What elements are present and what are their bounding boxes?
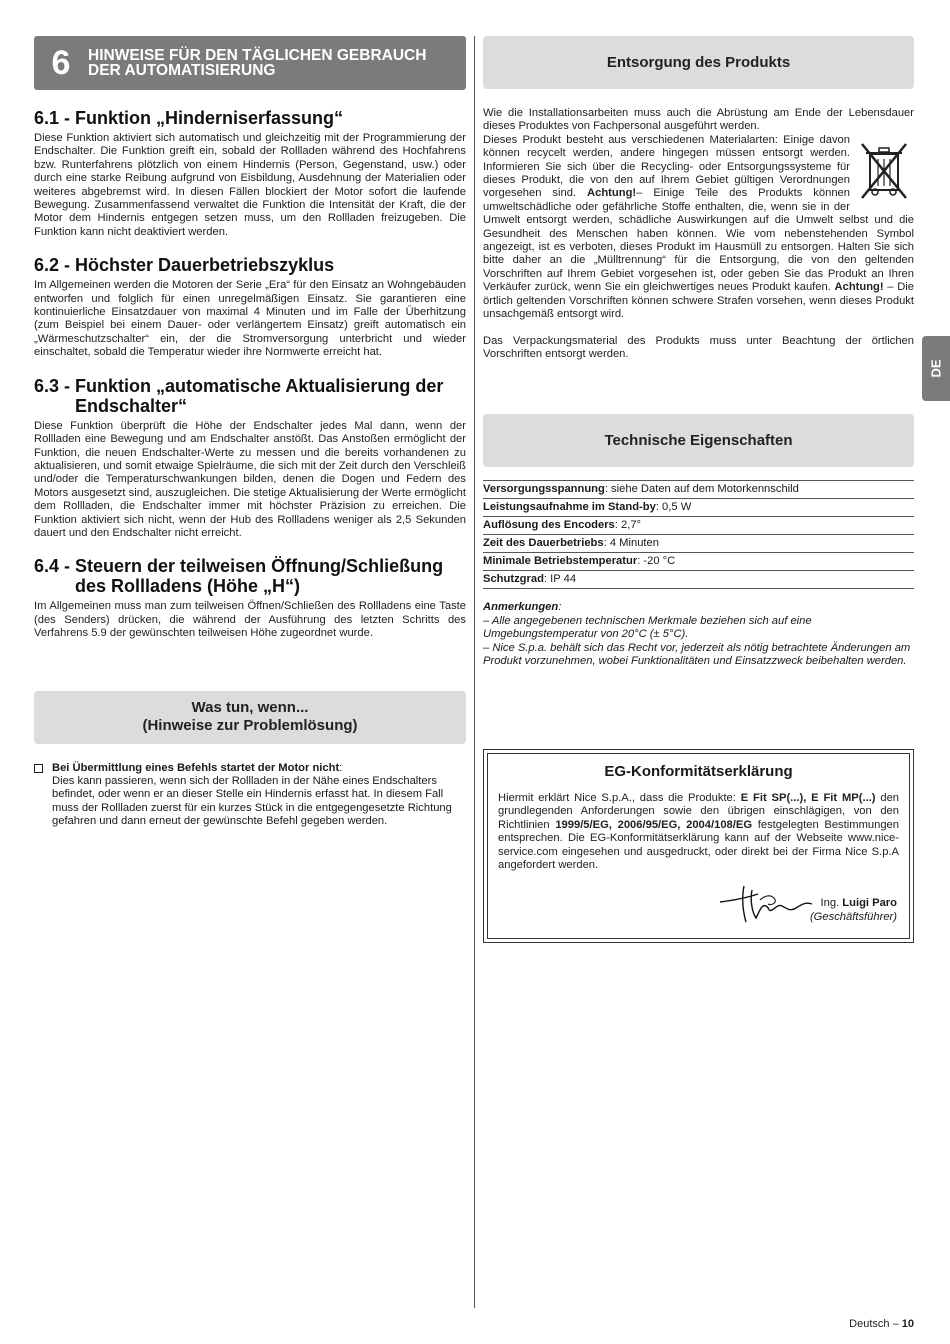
- troubleshooting-item: Bei Übermittlung eines Befehls startet der Motor nicht: Dies kann passieren, wenn sich der Rollladen in der Nähe eines Endschalters befindet, oder wenn er an dieser Stelle ein Hindernis erfasst hat. In diesem Fall muss der Rollladen zuerst für ein kurzes Stück in die entgegengesetzte Richtung gefahren und dann erneut der gewünschte Befehl gegeben werden.: [34, 762, 466, 829]
- specs-notes: Anmerkungen: – Alle angegebenen technischen Merkmale beziehen sich auf eine Umgebungstemperatur von 20°C (± 5°C). – Nice S.p.a. behält sich das Recht vor, jederzeit als nötig betrachtete Änderungen am Produkt vorzunehmen, wobei Funktionalitäten und Einsatzzweck beibehalten werden.: [483, 601, 914, 668]
- spec-value: : -20 °C: [637, 555, 676, 568]
- signatory: Ing. Luigi Paro (Geschäftsführer): [809, 897, 897, 923]
- disposal-heading: Entsorgung des Produkts: [483, 36, 914, 89]
- section-6-4-title: 6.4 - Steuern der teilweisen Öffnung/Schließung des Rollladens (Höhe „H“): [34, 556, 444, 597]
- troubleshooting-item-title: Bei Übermittlung eines Befehls startet der Motor nicht: [52, 761, 340, 774]
- spec-row: [483, 535, 914, 553]
- page-footer: Deutsch – 10: [849, 1318, 914, 1330]
- signer-role: (Geschäftsführer): [809, 911, 897, 923]
- spec-label: Schutzgrad: [483, 573, 544, 586]
- chapter-number: 6: [51, 43, 71, 82]
- spec-label: Versorgungsspannung: [483, 483, 605, 496]
- spec-value: : 2,7°: [614, 519, 642, 532]
- spec-label: Leistungsaufnahme im Stand-by: [483, 501, 656, 514]
- troubleshooting-item-text: Dies kann passieren, wenn sich der Rollladen in der Nähe eines Endschalters befindet, oder wenn er an dieser Stelle ein Hindernis erfasst hat. In diesem Fall muss der Rollladen zuerst für ein kurzes Stück in die entgegengesetzte Richtung gefahren und dann erneut der gewünschte Befehl gegeben werden.: [52, 774, 452, 828]
- spec-row: [483, 553, 914, 571]
- section-6-4-body: Im Allgemeinen muss man zum teilweisen Öffnen/Schließen des Rollladens eine Taste (des Senders) drücken, die während der Ausführung des letzten Schritts des Verfahrens 5.9 der gewünschten teilweisen Höhe zugeordnet wurde.: [34, 600, 466, 640]
- checkbox-icon: [34, 764, 43, 773]
- section-6-1-body: Diese Funktion aktiviert sich automatisch und gleichzeitig mit der Programmierung der Endschalter. Die Funktion greift ein, sobald der Rollladen während des Hochfahrens bzw. Runterfahrens plötzlich von einem Hindernis (Person, Gegenstand, usw.) oder durch eine starke Reibung aufgrund von Eisbildung, Ausdehnung der Materialien oder weiteres abgebremst wird. In diesen Fällen blockiert der Motor sofort die laufende Bewegung. Zusammenfassend verwaltet die Funktion die Intensität der Kraft, die der Motor dem Hindernis entgegen setzen muss, um den Rollladen freizugeben. Die Funktion kann nicht deaktiviert werden.: [34, 132, 466, 238]
- specs-heading: Technische Eigenschaften: [483, 414, 914, 467]
- crossed-out-bin-icon: [858, 140, 910, 200]
- spec-row: [483, 481, 914, 499]
- spec-label: Zeit des Dauerbetriebs: [483, 537, 604, 550]
- conformity-box: [483, 749, 914, 943]
- signature-image: [716, 882, 816, 928]
- page-number: 10: [901, 1318, 914, 1330]
- disposal-paragraph-1: Wie die Installationsarbeiten muss auch die Abrüstung am Ende der Lebensdauer dieses Produktes von Fachpersonal ausgeführt werden.: [483, 107, 914, 133]
- troubleshooting-heading: Was tun, wenn... (Hinweise zur Problemlösung): [34, 691, 466, 744]
- conformity-text: Hiermit erklärt Nice S.p.A., dass die Produkte: E Fit SP(...), E Fit MP(...) den grundlegenden Anforderungen sowie den übrigen einschlägigen, von den Richtlinien 1999/5/EG, 2006/95/EG, 2004/108/EG festgelegten Bestimmungen entsprechen. Die EG-Konformitätserklärung kann auf der Webseite www.nice-service.com eingesehen und ausgedruckt, oder direkt bei der Firma Nice S.p.A angefordert werden.: [498, 792, 900, 872]
- chapter-heading: [34, 36, 466, 90]
- note-1: – Alle angegebenen technischen Merkmale beziehen sich auf eine Umgebungstemperatur von 20°C (± 5°C).: [483, 614, 812, 641]
- left-column: [34, 36, 466, 829]
- section-6-2-title: 6.2 - Höchster Dauerbetriebszyklus: [34, 255, 335, 276]
- section-6-3-body: Diese Funktion überprüft die Höhe der Endschalter jedes Mal dann, wenn der Rollladen eine Bewegung und am Endschalter anstößt. Das Anstoßen ermöglicht der Funktion, die neuen Endschalter-Werte zu messen und die bereits vorhandenen zu aktualisieren, und somit etwaige Spielräume, die sich mit der Zeit durch den Verschleiß und/oder die Temperaturschwankungen bilden, denen die Dogen und Federn des Motors ausgesetzt sind, auszugleichen. Die stetige Aktualisierung der Werte ermöglicht dem Rollladen, die Endschalter immer mit höchster Präzision zu erreichen. Die Funktion aktiviert sich nicht, wenn der Hub des Rollladens weniger als 2,5 Sekunden dauert und den Endschalter nicht erreicht.: [34, 419, 466, 539]
- conformity-title: EG-Konformitätserklärung: [604, 763, 793, 780]
- footer-language: Deutsch: [849, 1318, 890, 1330]
- disposal-paragraph-3: Das Verpackungsmaterial des Produkts muss unter Beachtung der örtlichen Vorschriften entsorgt werden.: [483, 334, 914, 360]
- section-6-2-body: Im Allgemeinen werden die Motoren der Serie „Era“ für den Einsatz an Wohngebäuden entworfen und folglich für einen unregelmäßigen Einsatz. Sie garantieren eine kontinuierliche Einsatzdauer von maximal 4 Minuten und im Falle der Überhitzung (zum Beispiel bei einem Dauer- oder verlängertem Einsatz) greift automatisch ein „Wärmeschutzschalter“ ein, der die Stromversorgung unterbricht und wieder einschaltet, sobald die Temperatur wieder ihre Normwerte erreicht hat.: [34, 279, 466, 359]
- spec-row: [483, 517, 914, 535]
- chapter-title: HINWEISE FÜR DEN TÄGLICHEN GEBRAUCH DER AUTOMATISIERUNG: [88, 47, 427, 79]
- section-6-3-title: 6.3 - Funktion „automatische Aktualisierung der Endschalter“: [34, 375, 444, 416]
- spec-value: : 4 Minuten: [603, 537, 659, 550]
- note-2: – Nice S.p.a. behält sich das Recht vor, jederzeit als nötig betrachtete Änderungen am Produkt vorzunehmen, wobei Funktionalitäten und Einsatzzweck beibehalten werden.: [483, 641, 911, 667]
- spec-value: : IP 44: [543, 573, 577, 586]
- specs-table: [483, 480, 914, 589]
- column-divider: [474, 36, 475, 1308]
- right-column: [483, 36, 914, 668]
- language-tab: DE: [922, 336, 950, 401]
- spec-label: Auflösung des Encoders: [483, 519, 615, 532]
- spec-label: Minimale Betriebstemperatur: [483, 555, 638, 568]
- notes-title: Anmerkungen: [483, 601, 559, 614]
- section-6-1-title: 6.1 - Funktion „Hinderniserfassung“: [34, 108, 344, 128]
- disposal-paragraph-2: Dieses Produkt besteht aus verschiedenen Materialarten: Einige davon können recycelt werden, andere hingegen müssen entsorgt werden. Informieren Sie sich über die Recycling- oder Entsorgungssysteme für dieses Produkt, die von den auf Ihrem Gebiet gültigen Verordnungen vorgesehen sind. Achtung!– Einige Teile des Produkts können umweltschädliche oder gefährliche Stoffe enthalten, die, wenn sie in der Umwelt entsorgt werden, schädliche Auswirkungen auf die Umwelt selbst und die Gesundheit des Menschen haben können. Wie vom nebenstehenden Symbol angezeigt, ist es verboten, dieses Produkt im Hausmüll zu entsorgen. Halten Sie sich bitte daher an die „Mülltrennung“ für die Entsorgung, die von den geltenden Vorschriften auf Ihrem Gebiet vorgesehen ist, oder geben Sie das Produkt an Ihren Verkäufer zurück, wenn Sie ein gleichwertiges neues Produkt kaufen. Achtung! – Die örtlich geltenden Vorschriften können schwere Strafen vorsehen, wenn dieses Produkt unsachgemäß entsorgt wird.: [483, 133, 914, 321]
- spec-value: : siehe Daten auf dem Motorkennschild: [604, 483, 799, 496]
- spec-row: [483, 499, 914, 517]
- spec-row: [483, 571, 914, 589]
- signer-name: Luigi Paro: [842, 897, 897, 909]
- spec-value: : 0,5 W: [655, 501, 692, 514]
